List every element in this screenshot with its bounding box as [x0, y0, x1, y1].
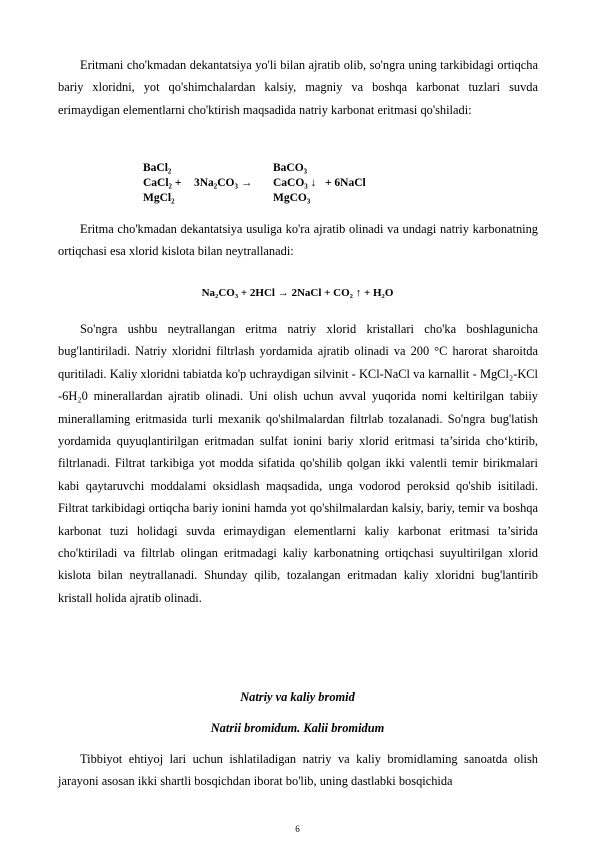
- product-nacl: + 6NaCl: [325, 177, 366, 189]
- section-subheading: Natrii bromidum. Kalii bromidum: [210, 721, 385, 735]
- reagent-na2co3: 3Na₂CO₃ →: [194, 177, 253, 189]
- reactant-mgcl2: MgCl₂: [143, 192, 175, 204]
- reaction-equation-1: [143, 161, 383, 209]
- paragraph-3: So'ngra ushbu neytrallangan eritma natriy xlorid kristallari cho'ka boshlagunicha bug'lantiriladi. Natriy xloridni filtrlash yordamida ajratib olinadi va 200 °C harorat sharoitda quritiladi. Kaliy xloridni tabiatda ko'p uchraydigan silvinit - KCl-NaCl va karnallit - MgCl₂-KCl -6H₂0 minerallardan ajratib olinadi. Uni olish uchun avval yuqorida nomi keltirilgan tabiiy minerallaming eritmasida turli mexanik qo'shilmalardan filtrlab tozalanadi. So'ngra bug'latish yordamida quyuqlantirilgan eritmadan sulfat ionini bariy xlorid eritmasi ta’sirida cho‘ktirib, filtrlanadi. Filtrat tarkibiga yot modda sifatida qo'shilib qolgan ikki valentli temir birikmalari kabi qaytaruvchi moddalami oksidlash maqsadida, unga vodorod peroksid qo'shib isitiladi. Filtrat tarkibidagi ortiqcha bariy ionini hamda yot qo'shilmalardan kalsiy, bariy, temir va boshqa karbonat tuzi holidagi suvda erimaydigan elementlarni kaliy karbonat eritmasi ta’sirida cho'ktiriladi va filtrlab olingan eritmadagi kaliy karbonatning ortiqchasi suyultirilgan xlorid kislota bilan neytrallanadi. Shunday qilib, tozalangan eritmadan kaliy xloridni bug'lantirib kristall holida ajratib olinadi.: [58, 322, 538, 605]
- reaction-equation-2: Na₂CO₃ + 2HCl → 2NaCl + CO₂ ↑ + H₂O: [201, 287, 394, 299]
- reactant-cacl2: CaCl₂ +: [143, 177, 182, 189]
- product-mgco3: MgCO₃: [273, 192, 311, 204]
- paragraph-1: Eritmani cho'kmadan dekantatsiya yo'li bilan ajratib olib, so'ngra uning tarkibidagi ortiqcha bariy xloridni, yot qo'shimchalardan kalsiy, magniy va boshqa karbonat tuzlari suvda erimaydigan elementlarni cho'ktirish maqsadida natriy karbonat eritmasi qo'shiladi:: [58, 58, 538, 117]
- paragraph-2: Eritma cho'kmadan dekantatsiya usuliga ko'ra ajratib olinadi va undagi natriy karbonatning ortiqchasi esa xlorid kislota bilan neytrallanadi:: [58, 222, 538, 259]
- section-heading: Natriy va kaliy bromid: [240, 690, 355, 704]
- paragraph-4: Tibbiyot ehtiyoj lari uchun ishlatiladigan natriy va kaliy bromidlaming sanoatda olish jarayoni asosan ikki shartli bosqichdan iborat bo'lib, uning dastlabki bosqichida: [58, 752, 538, 789]
- reactant-bacl2: BaCl₂: [143, 162, 172, 174]
- page-number: 6: [295, 824, 300, 834]
- product-caco3: CaCO₃ ↓: [273, 177, 317, 189]
- product-baco3: BaCO₃: [273, 162, 308, 174]
